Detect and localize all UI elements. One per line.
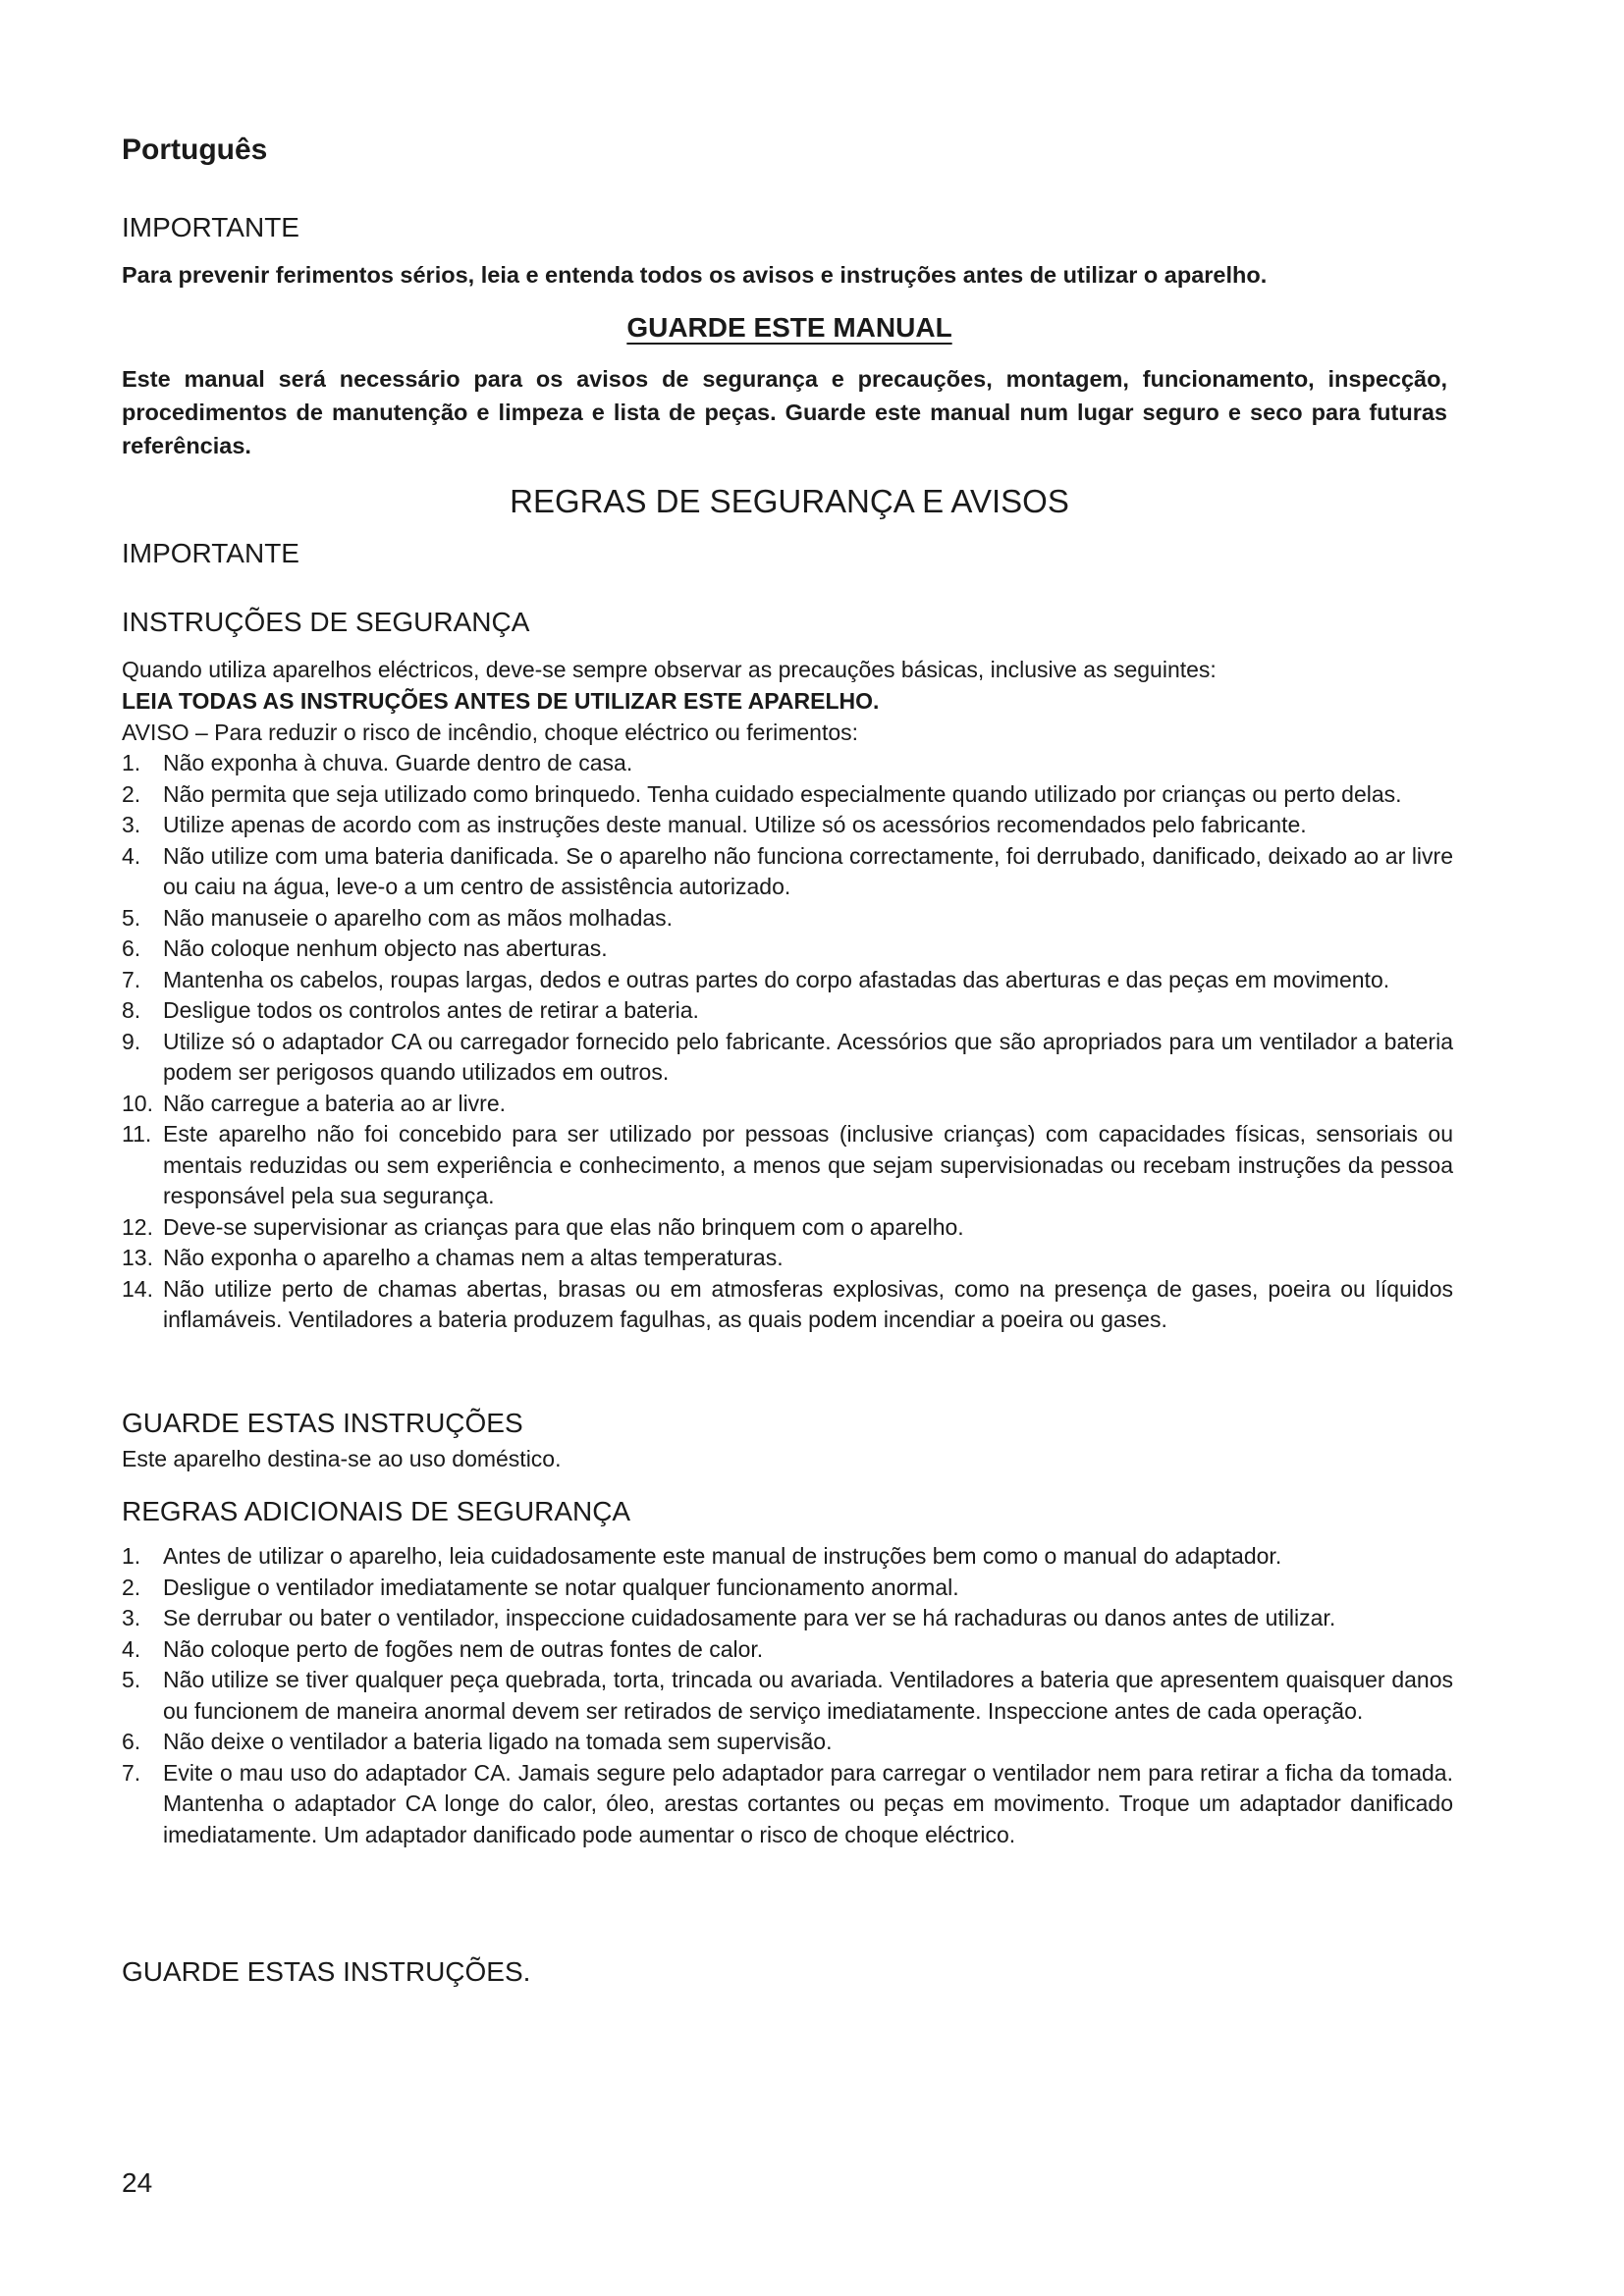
safety-rules-list bbox=[122, 748, 1453, 1336]
rules-title: REGRAS DE SEGURANÇA E AVISOS bbox=[510, 483, 1069, 519]
additional-rules-heading: REGRAS ADICIONAIS DE SEGURANÇA bbox=[122, 1496, 631, 1526]
important-heading-2: IMPORTANTE bbox=[122, 538, 299, 568]
item-text: Não utilize perto de chamas abertas, brasas ou em atmosferas explosivas, como na presença de gases, poeira ou líquidos inflamáveis. Ventiladores a bateria produzem fagulhas, as quais podem incendiar a poeira ou gases. bbox=[163, 1275, 1453, 1332]
domestic-use-text: Este aparelho destina-se ao uso doméstico. bbox=[122, 1446, 562, 1471]
item-text: Se derrubar ou bater o ventilador, inspeccione cuidadosamente para ver se há rachaduras ou danos antes de utilizar. bbox=[163, 1605, 1336, 1630]
list-item bbox=[122, 1119, 1453, 1212]
item-number: 4. bbox=[122, 1635, 141, 1662]
item-text: Não coloque nenhum objecto nas aberturas. bbox=[163, 935, 608, 961]
item-number: 4. bbox=[122, 842, 141, 869]
item-text: Não permita que seja utilizado como brinquedo. Tenha cuidado especialmente quando utilizado por crianças ou perto delas. bbox=[163, 780, 1402, 807]
item-number: 1. bbox=[122, 1543, 141, 1569]
item-text: Desligue o ventilador imediatamente se notar qualquer funcionamento anormal. bbox=[163, 1574, 959, 1600]
keep-manual-heading-text: GUARDE ESTE MANUAL bbox=[626, 312, 952, 343]
item-number: 2. bbox=[122, 1574, 141, 1600]
item-number: 12. bbox=[122, 1213, 153, 1240]
list-item bbox=[122, 810, 1453, 841]
list-item bbox=[122, 1727, 1453, 1758]
list-item bbox=[122, 1634, 1453, 1666]
keep-manual-heading bbox=[122, 312, 1457, 344]
item-text: Evite o mau uso do adaptador CA. Jamais segure pelo adaptador para carregar o ventilador nem para retirar a ficha da tomada. Mantenha o adaptador CA longe do calor, óleo, arestas cortantes ou peças em movimento. Troque um adaptador danificado imediatamente. Um adaptador danificado pode aumentar o risco de choque eléctrico. bbox=[163, 1759, 1453, 1847]
item-number: 7. bbox=[122, 1759, 141, 1786]
list-item bbox=[122, 1573, 1453, 1604]
list-item bbox=[122, 1027, 1453, 1089]
list-item bbox=[122, 1758, 1453, 1851]
language-title: Português bbox=[122, 133, 268, 166]
list-item bbox=[122, 965, 1453, 996]
item-text: Mantenha os cabelos, roupas largas, dedos e outras partes do corpo afastadas das aberturas e das peças em movimento. bbox=[163, 966, 1390, 992]
item-text: Não exponha à chuva. Guarde dentro de casa. bbox=[163, 750, 633, 775]
item-number: 6. bbox=[122, 935, 141, 961]
item-number: 3. bbox=[122, 1605, 141, 1630]
item-number: 11. bbox=[122, 1121, 152, 1147]
keep-manual-text: Este manual será necessário para os avisos de segurança e precauções, montagem, funcionamento, inspecção, procedimentos de manutenção e limpeza e lista de peças. Guarde este manual num lugar seguro e seco para futuras referências. bbox=[122, 366, 1447, 458]
item-text: Não utilize com uma bateria danificada. Se o aparelho não funciona correctamente, foi derrubado, danificado, deixado ao ar livre ou caiu na água, leve-o a um centro de assistência autorizado. bbox=[163, 842, 1453, 899]
list-item bbox=[122, 1665, 1453, 1727]
safety-intro: Quando utiliza aparelhos eléctricos, deve-se sempre observar as precauções básicas, inclusive as seguintes: bbox=[122, 657, 1217, 682]
item-number: 9. bbox=[122, 1028, 141, 1054]
item-text: Não carregue a bateria ao ar livre. bbox=[163, 1090, 507, 1116]
item-text: Utilize apenas de acordo com as instruções deste manual. Utilize só os acessórios recomendados pelo fabricante. bbox=[163, 812, 1307, 837]
item-text: Não utilize se tiver qualquer peça quebrada, torta, trincada ou avariada. Ventiladores a bateria que apresentem quaisquer danos ou funcionem de maneira anormal devem ser retirados de serviço imediatamente. Inspeccione antes de cada operação. bbox=[163, 1667, 1453, 1724]
item-text: Este aparelho não foi concebido para ser utilizado por pessoas (inclusive crianças) com capacidades físicas, sensoriais ou mentais reduzidas ou sem experiência e conhecimento, a menos que sejam supervisionadas ou recebam instruções da pessoa responsável pela sua segurança. bbox=[163, 1121, 1453, 1208]
item-number: 10. bbox=[122, 1090, 153, 1116]
list-item bbox=[122, 1274, 1453, 1336]
important-heading: IMPORTANTE bbox=[122, 212, 299, 242]
item-text: Desligue todos os controlos antes de retirar a bateria. bbox=[163, 997, 699, 1023]
item-text: Não coloque perto de fogões nem de outras fontes de calor. bbox=[163, 1635, 764, 1662]
list-item bbox=[122, 1541, 1453, 1573]
item-number: 5. bbox=[122, 904, 141, 931]
item-number: 3. bbox=[122, 812, 141, 837]
item-number: 6. bbox=[122, 1729, 141, 1754]
list-item bbox=[122, 1089, 1453, 1120]
item-number: 7. bbox=[122, 966, 141, 992]
item-text: Utilize só o adaptador CA ou carregador fornecido pelo fabricante. Acessórios que são apropriados para um ventilador a bateria podem ser perigosos quando utilizados em outros. bbox=[163, 1028, 1453, 1085]
item-text: Não exponha o aparelho a chamas nem a altas temperaturas. bbox=[163, 1245, 784, 1270]
item-number: 13. bbox=[122, 1245, 153, 1270]
list-item bbox=[122, 903, 1453, 934]
list-item bbox=[122, 779, 1453, 811]
list-item bbox=[122, 1212, 1453, 1244]
keep-instructions-heading: GUARDE ESTAS INSTRUÇÕES bbox=[122, 1408, 523, 1438]
list-item bbox=[122, 995, 1453, 1027]
read-all-instructions: LEIA TODAS AS INSTRUÇÕES ANTES DE UTILIZAR ESTE APARELHO. bbox=[122, 688, 880, 714]
warning-text: AVISO – Para reduzir o risco de incêndio, choque eléctrico ou ferimentos: bbox=[122, 720, 859, 745]
list-item bbox=[122, 1243, 1453, 1274]
keep-instructions-heading-2: GUARDE ESTAS INSTRUÇÕES. bbox=[122, 1956, 531, 1987]
item-text: Deve-se supervisionar as crianças para que elas não brinquem com o aparelho. bbox=[163, 1213, 964, 1240]
item-number: 8. bbox=[122, 997, 141, 1023]
list-item bbox=[122, 934, 1453, 965]
additional-rules-list bbox=[122, 1541, 1453, 1850]
item-number: 14. bbox=[122, 1275, 153, 1302]
safety-instructions-heading: INSTRUÇÕES DE SEGURANÇA bbox=[122, 607, 530, 637]
item-number: 5. bbox=[122, 1667, 141, 1692]
page-number: 24 bbox=[122, 2167, 153, 2198]
list-item bbox=[122, 748, 1453, 779]
item-text: Antes de utilizar o aparelho, leia cuidadosamente este manual de instruções bem como o manual do adaptador. bbox=[163, 1543, 1282, 1569]
list-item bbox=[122, 841, 1453, 903]
item-number: 2. bbox=[122, 780, 141, 807]
item-number: 1. bbox=[122, 750, 141, 775]
important-text: Para prevenir ferimentos sérios, leia e entenda todos os avisos e instruções antes de utilizar o aparelho. bbox=[122, 262, 1268, 288]
item-text: Não manuseie o aparelho com as mãos molhadas. bbox=[163, 904, 674, 931]
item-text: Não deixe o ventilador a bateria ligado na tomada sem supervisão. bbox=[163, 1729, 833, 1754]
list-item bbox=[122, 1603, 1453, 1634]
